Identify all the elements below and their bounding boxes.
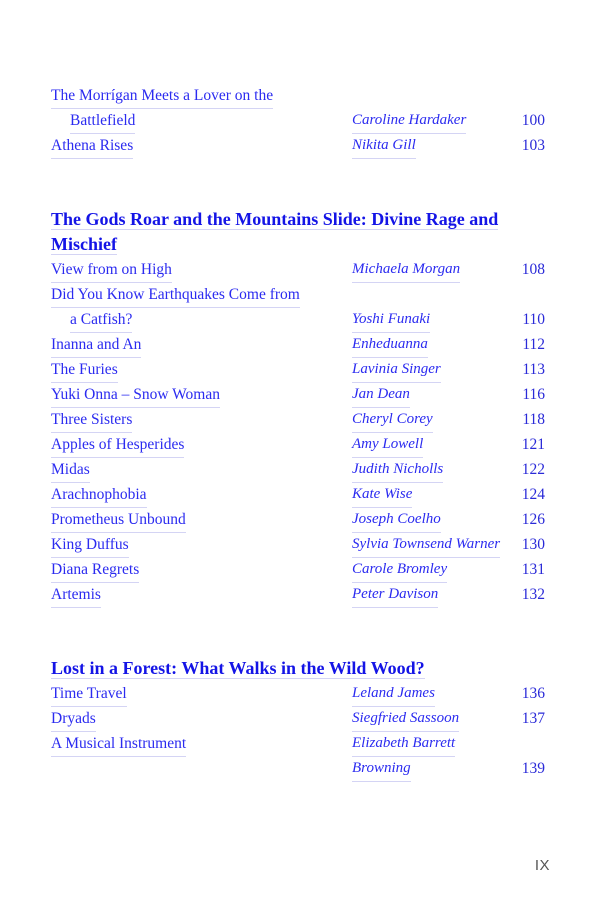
entry-page[interactable]: 118 [522,411,545,428]
entry-author[interactable]: Sylvia Townsend Warner [352,532,500,558]
entry-page[interactable]: 131 [521,561,545,578]
entry-page[interactable]: 116 [522,386,545,403]
section-heading-line1[interactable]: Lost in a Forest: What Walks in the Wild Wood? [51,658,425,678]
entry-title[interactable]: Time Travel [51,681,127,707]
toc-entry[interactable] [0,83,600,108]
entry-title[interactable]: Prometheus Unbound [51,507,186,533]
toc-entry[interactable] [0,407,600,432]
entry-author[interactable]: Carole Bromley [352,557,447,583]
entry-page[interactable]: 132 [521,586,545,603]
entry-page[interactable]: 103 [521,137,545,154]
section-heading[interactable] [51,207,551,257]
toc-entry[interactable] [0,706,600,731]
entry-title[interactable]: Arachnophobia [51,482,147,508]
entry-page[interactable]: 100 [521,112,545,129]
toc-entry-cont[interactable] [0,307,600,332]
entry-author[interactable]: Enheduanna [352,332,428,358]
entry-title[interactable]: Athena Rises [51,133,133,159]
toc-entry[interactable] [0,432,600,457]
entry-author[interactable]: Joseph Coelho [352,507,441,533]
entry-author[interactable]: Nikita Gill [352,133,416,159]
toc-entry[interactable] [0,133,600,158]
toc-entry-cont[interactable] [0,756,600,781]
entry-author[interactable]: Yoshi Funaki [352,307,430,333]
entry-page[interactable]: 122 [521,461,545,478]
entry-author[interactable]: Amy Lowell [352,432,423,458]
entry-author[interactable]: Cheryl Corey [352,407,433,433]
toc-entry[interactable] [0,282,600,307]
entry-page[interactable]: 110 [522,311,545,328]
entry-title[interactable]: Apples of Hesperides [51,432,184,458]
section-heading-line1[interactable]: The Gods Roar and the Mountains Slide: Divine Rage and [51,209,499,229]
entry-page[interactable]: 139 [521,760,545,777]
entry-author[interactable]: Lavinia Singer [352,357,441,383]
entry-page[interactable]: 108 [521,261,545,278]
entry-title[interactable]: The Morrígan Meets a Lover on the [51,83,273,109]
entry-title[interactable]: Diana Regrets [51,557,139,583]
toc-entry[interactable] [0,457,600,482]
toc-entry[interactable] [0,257,600,282]
entry-title[interactable]: King Duffus [51,532,129,558]
entry-author[interactable]: Peter Davison [352,582,438,608]
toc-entry[interactable] [0,357,600,382]
toc-entry[interactable] [0,382,600,407]
entry-title[interactable]: Dryads [51,706,96,732]
entry-page[interactable]: 113 [522,361,545,378]
entry-author[interactable]: Leland James [352,681,435,707]
entry-page[interactable]: 126 [521,511,545,528]
entry-author[interactable]: Browning [352,756,411,782]
entry-page[interactable]: 136 [521,685,545,702]
entry-author[interactable]: Judith Nicholls [352,457,443,483]
entry-author[interactable]: Michaela Morgan [352,257,460,283]
toc-entry[interactable] [0,532,600,557]
entry-title[interactable]: Artemis [51,582,101,608]
entry-title[interactable]: Battlefield [70,108,135,134]
entry-title[interactable]: The Furies [51,357,118,383]
section-heading-line2[interactable]: Mischief [51,234,117,254]
entry-title[interactable]: Inanna and An [51,332,141,358]
entry-page[interactable]: 112 [522,336,545,353]
entry-page[interactable]: 124 [521,486,545,503]
toc-entry[interactable] [0,482,600,507]
toc-entry[interactable] [0,731,600,756]
toc-entry[interactable] [0,507,600,532]
entry-page[interactable]: 121 [521,436,545,453]
entry-author[interactable]: Kate Wise [352,482,412,508]
toc-entry[interactable] [0,332,600,357]
section-heading[interactable] [51,656,551,681]
entry-title[interactable]: a Catfish? [70,307,132,333]
toc-entry[interactable] [0,681,600,706]
entry-page[interactable]: 130 [521,536,545,553]
toc-entry[interactable] [0,582,600,607]
entry-author[interactable]: Caroline Hardaker [352,108,466,134]
toc-entry-cont[interactable] [0,108,600,133]
entry-title[interactable]: Three Sisters [51,407,132,433]
toc-entry[interactable] [0,557,600,582]
entry-author[interactable]: Jan Dean [352,382,410,408]
entry-title[interactable]: Did You Know Earthquakes Come from [51,282,300,308]
entry-page[interactable]: 137 [521,710,545,727]
entry-title[interactable]: Midas [51,457,90,483]
page-folio: IX [534,857,550,874]
entry-title[interactable]: View from on High [51,257,172,283]
entry-title[interactable]: Yuki Onna – Snow Woman [51,382,220,408]
entry-author[interactable]: Siegfried Sassoon [352,706,459,732]
entry-author[interactable]: Elizabeth Barrett [352,731,455,757]
entry-title[interactable]: A Musical Instrument [51,731,186,757]
